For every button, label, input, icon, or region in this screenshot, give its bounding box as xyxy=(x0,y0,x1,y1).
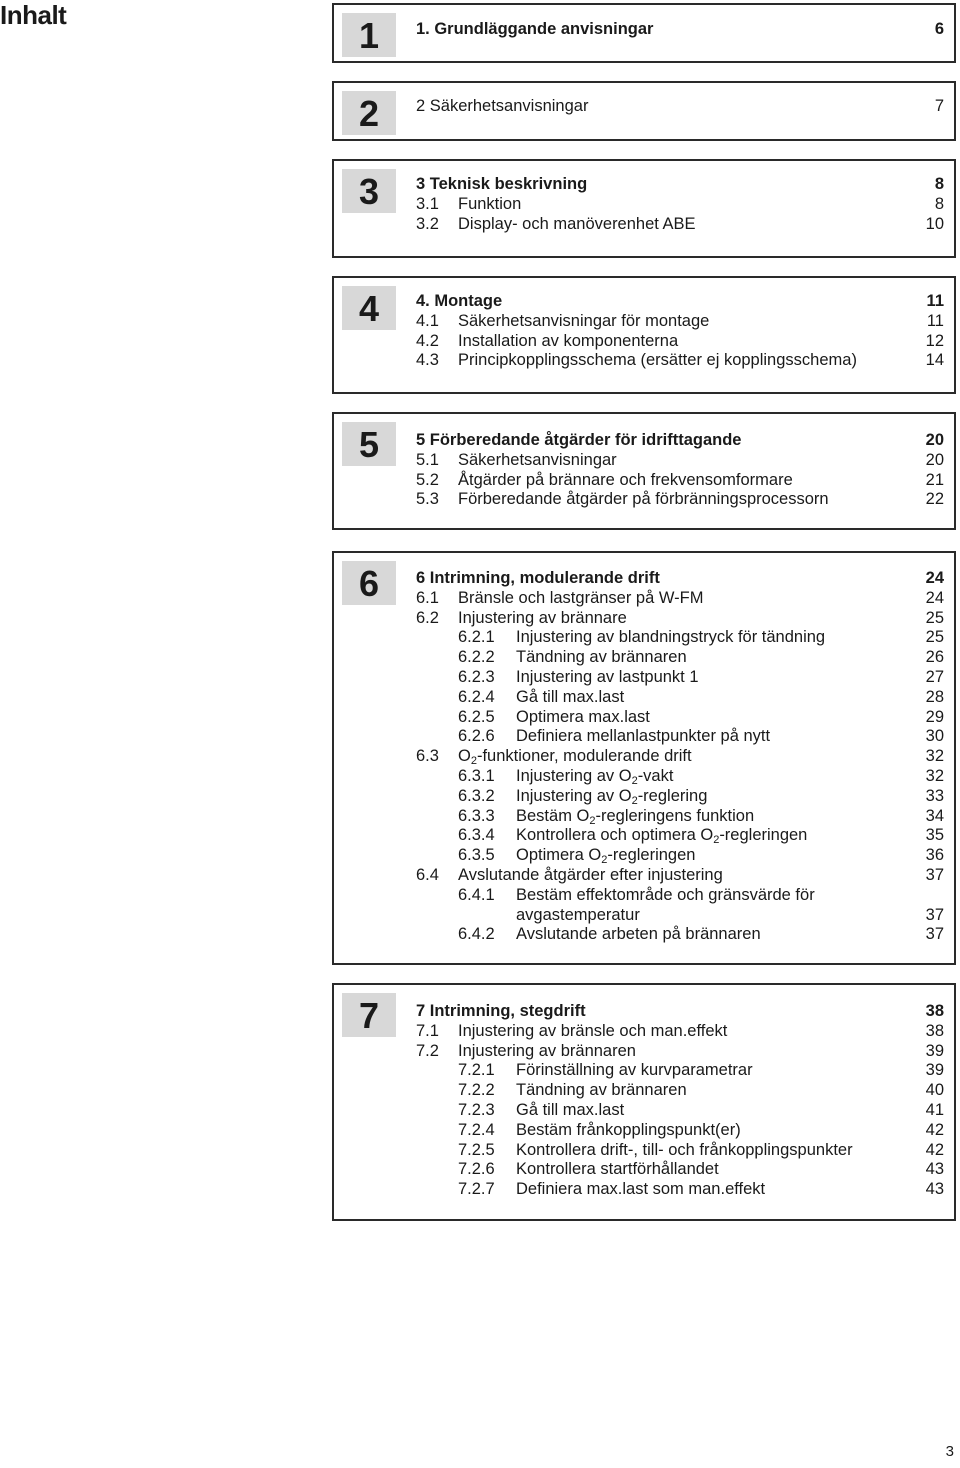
toc-entries xyxy=(416,569,944,945)
toc-entry[interactable] xyxy=(416,312,944,332)
toc-entries xyxy=(416,292,944,371)
entry-page: 8 xyxy=(934,175,944,193)
entry-page: 7 xyxy=(934,97,944,115)
subscript: 2 xyxy=(470,755,477,768)
toc-chapter-entry[interactable] xyxy=(416,20,944,40)
toc-section-2 xyxy=(332,81,956,141)
entry-number: 7.2.4 xyxy=(458,1120,495,1139)
entry-title: Display- och manöverenhet ABE xyxy=(458,214,696,233)
entry-title: Tändning av brännaren xyxy=(516,648,687,667)
entry-title-suffix: -regleringen xyxy=(607,846,696,865)
toc-entry[interactable] xyxy=(416,807,944,827)
entry-number: 6.4.2 xyxy=(458,925,495,944)
toc-chapter-entry[interactable] xyxy=(416,292,944,312)
entry-page: 24 xyxy=(925,569,944,587)
entry-page: 27 xyxy=(925,667,944,686)
entry-page: 12 xyxy=(925,331,944,350)
entry-page: 26 xyxy=(925,648,944,667)
entry-page: 38 xyxy=(925,1002,944,1020)
entry-number: 5.3 xyxy=(416,490,439,509)
entry-number: 5.1 xyxy=(416,450,439,469)
entry-page: 20 xyxy=(925,431,944,449)
entry-title: avgastemperatur xyxy=(516,905,640,924)
entry-number: 6.4 xyxy=(416,865,439,884)
entry-number: 6.2 xyxy=(416,608,439,627)
toc-chapter-entry[interactable] xyxy=(416,431,944,451)
entry-title: Tändning av brännaren xyxy=(516,1081,687,1100)
entry-number: 6.2.2 xyxy=(458,648,495,667)
entry-number: 6.2.6 xyxy=(458,727,495,746)
entry-number: 6.3.5 xyxy=(458,846,495,865)
entry-title-prefix: Bestäm O xyxy=(516,806,590,825)
entry-number: 6.2.4 xyxy=(458,687,495,706)
toc-chapter-entry[interactable] xyxy=(416,1002,944,1022)
entry-number: 6.3.4 xyxy=(458,826,495,845)
toc-chapter-entry[interactable] xyxy=(416,97,944,117)
toc-entry[interactable] xyxy=(416,1121,944,1141)
toc-entry[interactable] xyxy=(416,1101,944,1121)
toc-entries xyxy=(416,20,944,40)
subscript: 2 xyxy=(601,854,608,867)
chapter-tab: 3 xyxy=(342,169,396,213)
toc-chapter-entry[interactable] xyxy=(416,175,944,195)
entry-page: 32 xyxy=(925,766,944,785)
entry-number: 6.3.1 xyxy=(458,766,495,785)
entry-number: 7.2.7 xyxy=(458,1180,495,1199)
entry-page: 30 xyxy=(925,727,944,746)
entry-number: 6.3 xyxy=(416,747,439,766)
toc-entry[interactable] xyxy=(416,906,944,926)
toc-entry[interactable] xyxy=(416,688,944,708)
toc-section-1 xyxy=(332,3,956,63)
toc-entry[interactable] xyxy=(416,866,944,886)
entry-title: Installation av komponenterna xyxy=(458,331,679,350)
entry-number: 7.2.1 xyxy=(458,1061,495,1080)
entry-title: Funktion xyxy=(458,194,522,213)
toc-entry[interactable] xyxy=(416,471,944,491)
toc-entry[interactable] xyxy=(416,886,944,906)
toc-section-3 xyxy=(332,159,956,258)
entry-number: 6.2.5 xyxy=(458,707,495,726)
entry-title-suffix: -funktioner, modulerande drift xyxy=(476,747,692,766)
entry-page: 24 xyxy=(925,588,944,607)
entry-number: 3.2 xyxy=(416,214,439,233)
toc-entries xyxy=(416,431,944,510)
entry-title: 4. Montage xyxy=(416,292,503,310)
entry-number: 4.2 xyxy=(416,331,439,350)
entry-title: Bränsle och lastgränser på W-FM xyxy=(458,588,704,607)
entry-number: 7.2.6 xyxy=(458,1160,495,1179)
entry-title-suffix: -regleringens funktion xyxy=(595,806,755,825)
toc-entry[interactable] xyxy=(416,215,944,235)
entry-title: Bestäm effektområde och gränsvärde för xyxy=(516,885,815,904)
entry-title: Bestäm frånkopplingspunkt(er) xyxy=(516,1120,741,1139)
entry-number: 3.1 xyxy=(416,194,439,213)
entry-title-prefix: Injustering av O xyxy=(516,786,632,805)
entry-title: Förinställning av kurvparametrar xyxy=(516,1061,753,1080)
entry-page: 25 xyxy=(925,628,944,647)
toc-chapter-entry[interactable] xyxy=(416,569,944,589)
entry-page: 11 xyxy=(926,311,944,330)
entry-title-prefix: O xyxy=(458,747,471,766)
entry-page: 29 xyxy=(925,707,944,726)
entry-page: 37 xyxy=(925,865,944,884)
entry-page: 8 xyxy=(934,194,944,213)
entry-number: 7.1 xyxy=(416,1021,439,1040)
toc-entries xyxy=(416,1002,944,1200)
toc-entry[interactable] xyxy=(416,846,944,866)
entry-title: Injustering av blandningstryck för tändning xyxy=(516,628,826,647)
entry-page: 32 xyxy=(925,747,944,766)
toc-section-7 xyxy=(332,983,956,1221)
toc-entry[interactable] xyxy=(416,925,944,945)
toc-entry[interactable] xyxy=(416,609,944,629)
entry-title: 2 Säkerhetsanvisningar xyxy=(416,97,589,115)
entry-number: 6.3.2 xyxy=(458,786,495,805)
subscript: 2 xyxy=(631,774,638,787)
entry-page: 38 xyxy=(925,1021,944,1040)
entry-title: Kontrollera drift-, till- och frånkopplingspunkter xyxy=(516,1140,853,1159)
entry-title: Kontrollera startförhållandet xyxy=(516,1160,719,1179)
entry-title xyxy=(516,787,707,807)
entry-number: 6.4.1 xyxy=(458,885,495,904)
toc-entry[interactable] xyxy=(416,589,944,609)
entry-page: 20 xyxy=(925,450,944,469)
entry-page: 37 xyxy=(925,925,944,944)
toc-entry[interactable] xyxy=(416,787,944,807)
entry-title xyxy=(516,767,673,787)
entry-page: 6 xyxy=(934,20,944,38)
entry-title: Injustering av brännaren xyxy=(458,1041,636,1060)
entry-title-prefix: Kontrollera och optimera O xyxy=(516,826,714,845)
entry-page: 36 xyxy=(925,846,944,865)
entry-page: 42 xyxy=(925,1120,944,1139)
entry-page: 42 xyxy=(925,1140,944,1159)
page-heading: Inhalt xyxy=(0,0,67,30)
entry-page: 33 xyxy=(925,786,944,805)
chapter-tab: 4 xyxy=(342,286,396,330)
entry-title: Definiera mellanlastpunkter på nytt xyxy=(516,727,771,746)
entry-page: 28 xyxy=(925,687,944,706)
subscript: 2 xyxy=(631,794,638,807)
entry-title: Säkerhetsanvisningar för montage xyxy=(458,311,710,330)
entry-number: 6.2.1 xyxy=(458,628,495,647)
toc-entry[interactable] xyxy=(416,826,944,846)
toc-entry[interactable] xyxy=(416,451,944,471)
entry-title: 1. Grundläggande anvisningar xyxy=(416,20,654,38)
toc-entry[interactable] xyxy=(416,668,944,688)
toc-entry[interactable] xyxy=(416,628,944,648)
entry-title-suffix: -reglering xyxy=(637,786,708,805)
toc-entry[interactable] xyxy=(416,708,944,728)
entry-title: 6 Intrimning, modulerande drift xyxy=(416,569,660,587)
entry-title xyxy=(458,747,692,767)
toc-entry[interactable] xyxy=(416,195,944,215)
entry-title: 7 Intrimning, stegdrift xyxy=(416,1002,586,1020)
entry-page: 39 xyxy=(925,1061,944,1080)
chapter-tab: 1 xyxy=(342,13,396,57)
entry-title: Gå till max.last xyxy=(516,1100,625,1119)
subscript: 2 xyxy=(589,814,596,827)
entry-page: 41 xyxy=(925,1100,944,1119)
entry-page: 43 xyxy=(925,1180,944,1199)
toc-entry[interactable] xyxy=(416,767,944,787)
entry-title: Principkopplingsschema (ersätter ej kopplingsschema) xyxy=(458,351,857,370)
entry-title xyxy=(516,826,807,846)
toc-section-4 xyxy=(332,276,956,394)
toc-entry[interactable] xyxy=(416,332,944,352)
entry-page: 10 xyxy=(925,214,944,233)
toc-entries xyxy=(416,97,944,117)
entry-title-suffix: -regleringen xyxy=(719,826,808,845)
entry-number: 4.1 xyxy=(416,311,439,330)
entry-title: Avslutande åtgärder efter injustering xyxy=(458,865,723,884)
toc-entry[interactable] xyxy=(416,490,944,510)
chapter-tab: 7 xyxy=(342,993,396,1037)
entry-title: Åtgärder på brännare och frekvensomformare xyxy=(458,470,793,489)
entry-number: 7.2.5 xyxy=(458,1140,495,1159)
toc-entry[interactable] xyxy=(416,727,944,747)
entry-number: 7.2 xyxy=(416,1041,439,1060)
entry-number: 7.2.3 xyxy=(458,1100,495,1119)
entry-number: 6.3.3 xyxy=(458,806,495,825)
entry-number: 5.2 xyxy=(416,470,439,489)
toc-entry[interactable] xyxy=(416,1160,944,1180)
entry-title xyxy=(516,807,754,827)
entry-page: 40 xyxy=(925,1081,944,1100)
entry-page: 34 xyxy=(925,806,944,825)
toc-entry[interactable] xyxy=(416,1141,944,1161)
entry-title xyxy=(516,846,695,866)
entry-page: 11 xyxy=(926,292,944,310)
entry-page: 14 xyxy=(925,351,944,370)
toc-section-5 xyxy=(332,412,956,530)
entry-number: 4.3 xyxy=(416,351,439,370)
entry-page: 21 xyxy=(925,470,944,489)
subscript: 2 xyxy=(713,834,720,847)
entry-page: 37 xyxy=(925,905,944,924)
entry-title: Gå till max.last xyxy=(516,687,625,706)
toc-entry[interactable] xyxy=(416,1180,944,1200)
entry-title: Injustering av brännare xyxy=(458,608,627,627)
toc-entry[interactable] xyxy=(416,747,944,767)
entry-title: Optimera max.last xyxy=(516,707,650,726)
entry-page: 22 xyxy=(925,490,944,509)
entry-title: Förberedande åtgärder på förbränningsprocessorn xyxy=(458,490,829,509)
entry-title: Säkerhetsanvisningar xyxy=(458,450,617,469)
chapter-tab: 5 xyxy=(342,422,396,466)
entry-title: 5 Förberedande åtgärder för idrifttagande xyxy=(416,431,742,449)
chapter-tab: 6 xyxy=(342,561,396,605)
toc-entry[interactable] xyxy=(416,648,944,668)
entry-title-prefix: Injustering av O xyxy=(516,766,632,785)
entry-title: Injustering av lastpunkt 1 xyxy=(516,667,699,686)
toc-entry[interactable] xyxy=(416,1042,944,1062)
toc-section-6 xyxy=(332,551,956,965)
entry-number: 7.2.2 xyxy=(458,1081,495,1100)
toc-entry[interactable] xyxy=(416,1081,944,1101)
toc-entry[interactable] xyxy=(416,351,944,371)
chapter-tab: 2 xyxy=(342,91,396,135)
entry-number: 6.1 xyxy=(416,588,439,607)
toc-entries xyxy=(416,175,944,234)
entry-page: 39 xyxy=(925,1041,944,1060)
entry-page: 25 xyxy=(925,608,944,627)
entry-title-prefix: Optimera O xyxy=(516,846,602,865)
entry-title: Avslutande arbeten på brännaren xyxy=(516,925,761,944)
entry-page: 35 xyxy=(925,826,944,845)
entry-number: 6.2.3 xyxy=(458,667,495,686)
toc-entry[interactable] xyxy=(416,1022,944,1042)
page-number: 3 xyxy=(945,1443,954,1460)
toc-entry[interactable] xyxy=(416,1061,944,1081)
entry-title: 3 Teknisk beskrivning xyxy=(416,175,588,193)
entry-title-suffix: -vakt xyxy=(637,766,674,785)
entry-title: Definiera max.last som man.effekt xyxy=(516,1180,766,1199)
entry-page: 43 xyxy=(925,1160,944,1179)
entry-title: Injustering av bränsle och man.effekt xyxy=(458,1021,728,1040)
